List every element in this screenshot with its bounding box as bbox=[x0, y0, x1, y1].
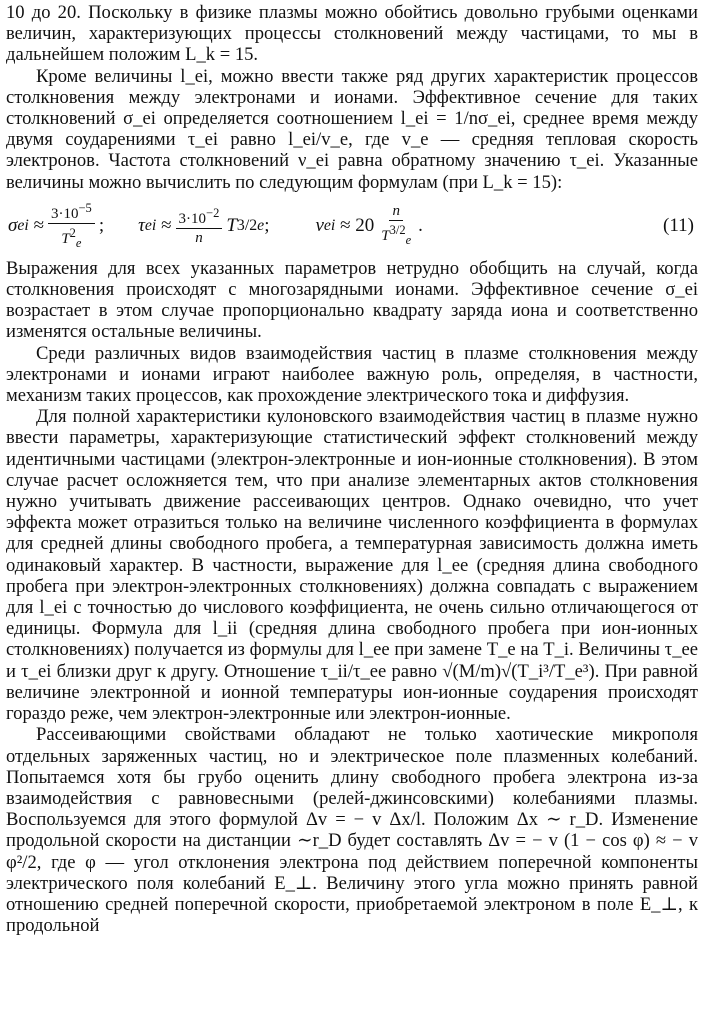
fraction-tau: $\frac{3\cdot 10^{-2}}{n}$ bbox=[176, 204, 223, 247]
fraction-sigma: $\frac{3\cdot 10^{-5}}{T^2_e}$ bbox=[48, 199, 95, 252]
formula-nu: ν ei ≈ 20 $\frac{n}{T^{3/2}_e}$ . bbox=[315, 203, 423, 248]
paragraph-2: Кроме величины l_ei, можно ввести также ряд других характеристик процессов столкновения между электронами и ионами. Эффективное сечение для таких столкновений σ_ei определяется соотношением l_ei = 1/nσ_ei, среднее время между двумя соударениями τ_ei равно l_ei/v_e, где v_e — средняя тепловая скорость электронов. Частота столкновений ν_ei равна обратному значению τ_ei. Указанные величины можно вычислить по следующим формулам (при L_k = 15): bbox=[6, 65, 698, 193]
paragraph-1: 10 до 20. Поскольку в физике плазмы можно обойтись довольно грубыми оценками величин, характеризующих процессы столкновений между частицами, то мы в дальнейшем положим L_k = 15. bbox=[6, 2, 698, 66]
paragraph-5: Для полной характеристики кулоновского взаимодействия частиц в плазме нужно ввести параметры, характеризующие статистический эффект столкновений между идентичными частицами (электрон-электронные и ион-ионные столкновения). В этом случае расчет осложняется тем, что при анализе элементарных актов столкновения нужно учитывать движение рассеивающих центров. Однако очевидно, что учет эффекта может отразиться только на величине численного коэффициента в формулах для средней длины свободного пробега, а температурная зависимость должна иметь одинаковый характер. В частности, выражение для l_ee (средняя длина свободного пробега при электрон-электронных столкновениях) должна совпадать с выражением для l_ei с точностью до числового коэффициента, не очень сильно отличающегося от единицы. Формула для l_ii (средняя длина свободного пробега при ион-ионных столкновениях) получается из формулы для l_ee при замене T_e на T_i. Величины τ_ee и τ_ei близки друг к другу. Отношение τ_ii/τ_ee равно √(M/m)√(T_i³/T_e³). При равной величине электронной и ионной температуры ион-ионные соударения происходят гораздо реже, чем электрон-электронные или электрон-ионные. bbox=[6, 406, 698, 725]
paragraph-4: Среди различных видов взаимодействия частиц в плазме столкновения между электронами и ионами играют наиболее важную роль, определяя, в частности, механизм таких процессов, как прохождение электрического тока и диффузия. bbox=[6, 342, 698, 407]
formula-tau: τ ei ≈ $\frac{3\cdot 10^{-2}}{n}$ T 3/2 e ; bbox=[138, 206, 270, 247]
equation-number: (11) bbox=[663, 215, 694, 237]
fraction-nu: $\frac{n}{T^{3/2}_e}$ bbox=[381, 203, 412, 248]
paragraph-6: Рассеивающими свойствами обладают не только хаотические микрополя отдельных заряженных частиц, но и электрическое поле плазменных колебаний. Попытаемся хотя бы грубо оценить длину свободного пробега электрона из-за взаимодействия с равновесными (релей-джинсовскими) колебаниями плазмы. Воспользуемся для этого формулой Δv = − v Δx/l. Положим Δx ∼ r_D. Изменение продольной скорости на дистанции ∼r_D будет составлять Δv = − v (1 − cos φ) ≈ − v φ²/2, где φ — угол отклонения электрона под действием поперечной компоненты электрического поля колебаний E_⊥. Величину этого угла можно принять равной отношению средней поперечной скорости, приобретаемой электроном в поле E_⊥, к продольной bbox=[6, 724, 698, 937]
formula-sigma: σ ei ≈ $\frac{3\cdot 10^{-5}}{T^2_e}$ ; bbox=[8, 201, 105, 251]
paragraph-3: Выражения для всех указанных параметров нетрудно обобщить на случай, когда столкновения происходят с многозарядными ионами. Эффективное сечение σ_ei возрастает в этом случае пропорционально квадрату заряда иона и соответственно изменятся остальные величины. bbox=[6, 257, 698, 343]
formula-11 bbox=[6, 195, 698, 257]
